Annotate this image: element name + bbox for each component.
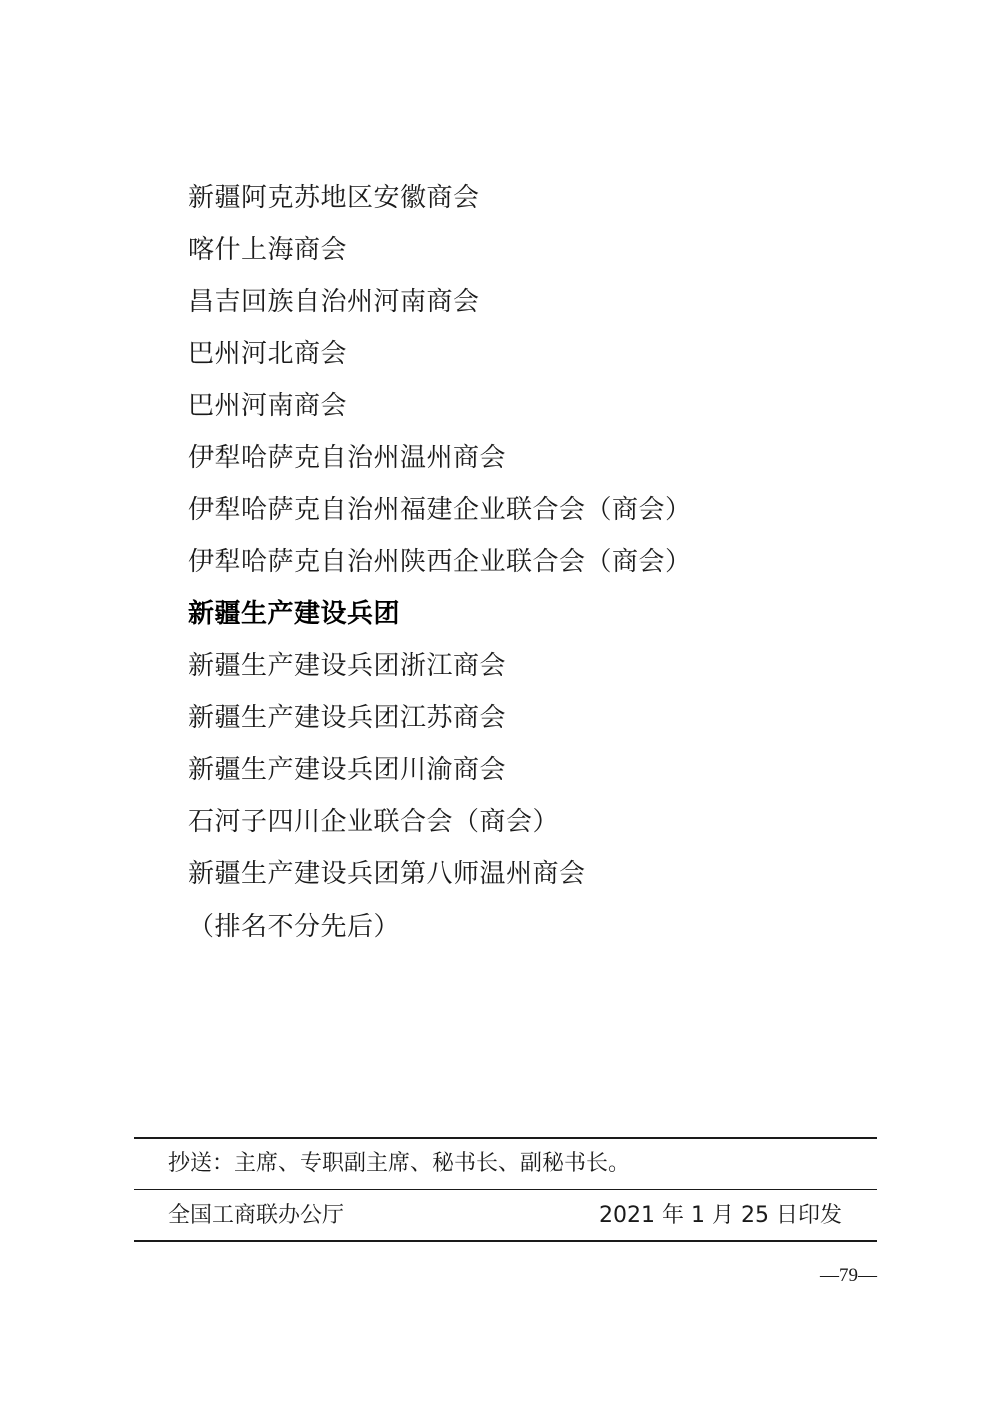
organization-item: 巴州河南商会 bbox=[188, 391, 348, 421]
issuer: 全国工商联办公厅 bbox=[168, 1203, 345, 1228]
footer-middle-rule bbox=[134, 1189, 877, 1190]
page-number: —79— bbox=[820, 1265, 877, 1286]
footer-top-rule bbox=[134, 1137, 877, 1139]
footer-bottom-rule bbox=[134, 1240, 877, 1242]
ordering-note: （排名不分先后） bbox=[188, 912, 401, 942]
section-heading: 新疆生产建设兵团 bbox=[188, 599, 401, 629]
organization-item: 新疆生产建设兵团浙江商会 bbox=[188, 651, 507, 681]
organization-item: 伊犁哈萨克自治州陕西企业联合会（商会） bbox=[188, 547, 692, 577]
organization-item: 昌吉回族自治州河南商会 bbox=[188, 287, 480, 317]
cc-line: 抄送：主席、专职副主席、秘书长、副秘书长。 bbox=[168, 1151, 631, 1176]
organization-item: 新疆生产建设兵团江苏商会 bbox=[188, 703, 507, 733]
organization-item: 巴州河北商会 bbox=[188, 339, 348, 369]
issue-date: 2021 年 1 月 25 日印发 bbox=[599, 1203, 842, 1228]
organization-item: 喀什上海商会 bbox=[188, 235, 348, 265]
organization-item: 新疆生产建设兵团川渝商会 bbox=[188, 755, 507, 785]
organization-item: 新疆阿克苏地区安徽商会 bbox=[188, 183, 480, 213]
organization-item: 石河子四川企业联合会（商会） bbox=[188, 807, 560, 837]
organization-item: 新疆生产建设兵团第八师温州商会 bbox=[188, 859, 586, 889]
organization-item: 伊犁哈萨克自治州福建企业联合会（商会） bbox=[188, 495, 692, 525]
organization-list bbox=[188, 172, 908, 900]
organization-item: 伊犁哈萨克自治州温州商会 bbox=[188, 443, 507, 473]
